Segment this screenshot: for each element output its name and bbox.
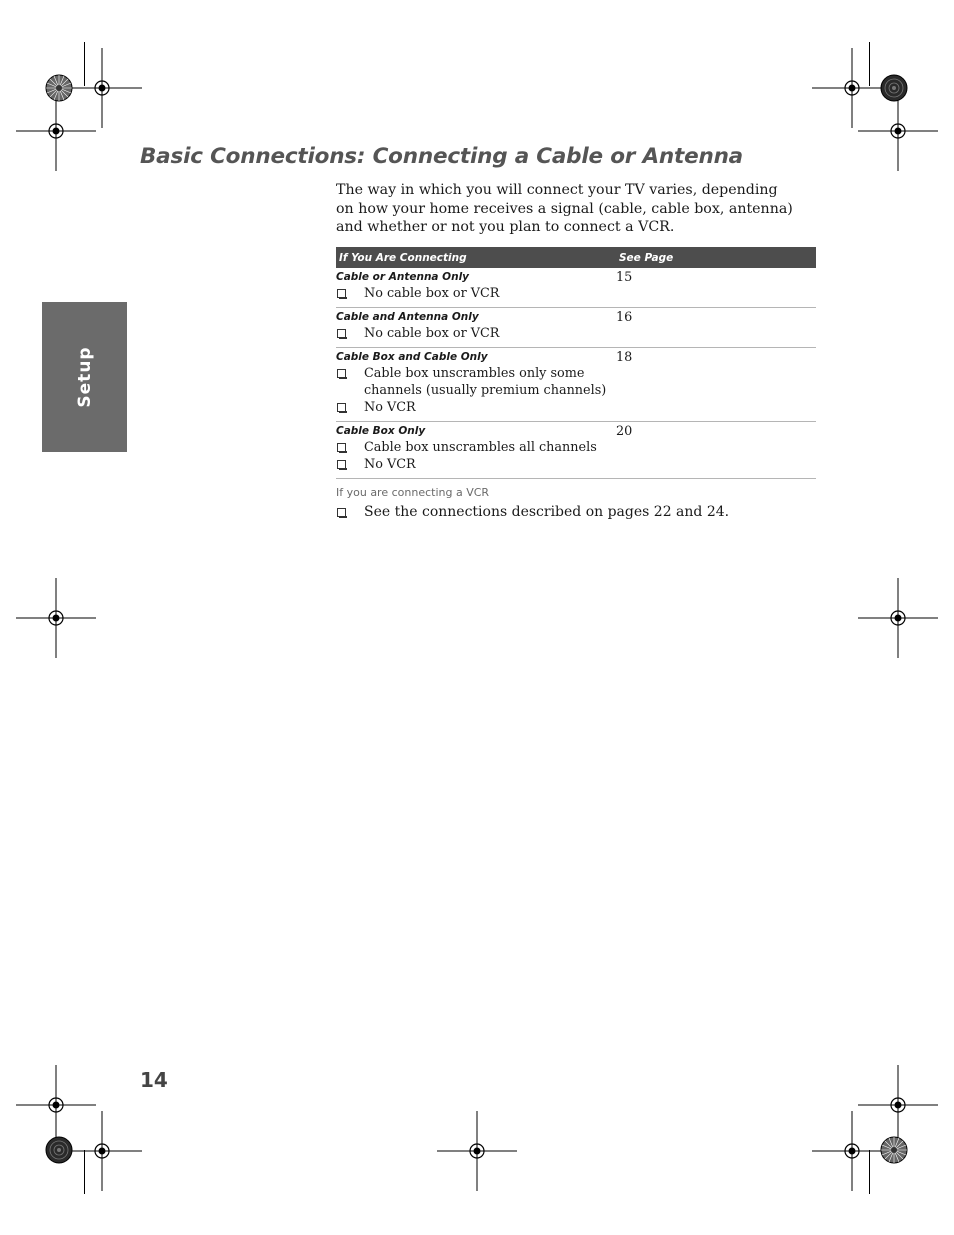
table-row — [336, 308, 816, 348]
connection-cell — [336, 268, 616, 308]
vcr-heading: If you are connecting a VCR — [336, 486, 490, 499]
list-item-text: See the connections described on pages 22 and 24. — [364, 504, 730, 520]
list-item-text: Cable box unscrambles all channels — [364, 440, 597, 455]
connection-type: Cable and Antenna Only — [336, 311, 479, 323]
list-item — [336, 325, 616, 342]
checkbox-icon — [337, 289, 346, 298]
color-wheel-icon — [880, 1136, 908, 1164]
connection-cell — [336, 422, 616, 479]
color-wheel-icon — [45, 74, 73, 102]
checkbox-icon — [337, 329, 346, 338]
connection-cell — [336, 308, 616, 348]
list-item-text: Cable box unscrambles only some channels (usually premium channels) — [364, 366, 607, 398]
column-header-connecting: If You Are Connecting — [336, 247, 616, 268]
registration-mark-icon — [62, 1111, 142, 1191]
list-item-text: No cable box or VCR — [364, 286, 500, 301]
list-item-text: No cable box or VCR — [364, 326, 500, 341]
connection-cell — [336, 348, 616, 422]
table-row — [336, 422, 816, 479]
list-item — [336, 285, 616, 302]
page-reference: 18 — [616, 348, 816, 422]
connection-type: Cable Box Only — [336, 425, 426, 437]
registration-mark-icon — [16, 578, 96, 658]
section-tab-label: Setup — [74, 346, 95, 408]
crop-line — [869, 1150, 870, 1194]
list-item — [336, 456, 616, 473]
connection-type: Cable or Antenna Only — [336, 271, 470, 283]
intro-paragraph: The way in which you will connect your TV varies, depending on how your home receives a signal (cable, cable box, antenna) and whether or not you plan to connect a VCR. — [336, 182, 793, 235]
list-item — [336, 399, 616, 416]
crop-line — [84, 42, 85, 86]
checkbox-icon — [337, 443, 346, 452]
page-reference: 20 — [616, 422, 816, 479]
color-wheel-icon — [45, 1136, 73, 1164]
checkbox-icon — [337, 460, 346, 469]
registration-mark-icon — [858, 91, 938, 171]
list-item-text: No VCR — [364, 457, 416, 472]
page-reference: 15 — [616, 268, 816, 308]
crop-line — [84, 1150, 85, 1194]
registration-mark-icon — [437, 1111, 517, 1191]
connection-table — [336, 247, 816, 479]
connection-type: Cable Box and Cable Only — [336, 351, 488, 363]
column-header-see-page: See Page — [616, 247, 816, 268]
list-item — [336, 365, 616, 399]
page-number: 14 — [140, 1068, 168, 1092]
checkbox-icon — [337, 369, 346, 378]
table-row — [336, 268, 816, 308]
checkbox-icon — [337, 508, 346, 517]
table-row — [336, 348, 816, 422]
registration-mark-icon — [858, 578, 938, 658]
table-header-row — [336, 247, 816, 268]
checkbox-icon — [337, 403, 346, 412]
registration-mark-icon — [16, 91, 96, 171]
page-title: Basic Connections: Connecting a Cable or Antenna — [140, 144, 743, 169]
list-item-text: No VCR — [364, 400, 416, 415]
crop-line — [869, 42, 870, 86]
list-item — [336, 503, 729, 521]
color-wheel-icon — [880, 74, 908, 102]
page-reference: 16 — [616, 308, 816, 348]
section-tab — [42, 302, 127, 452]
list-item — [336, 439, 616, 456]
